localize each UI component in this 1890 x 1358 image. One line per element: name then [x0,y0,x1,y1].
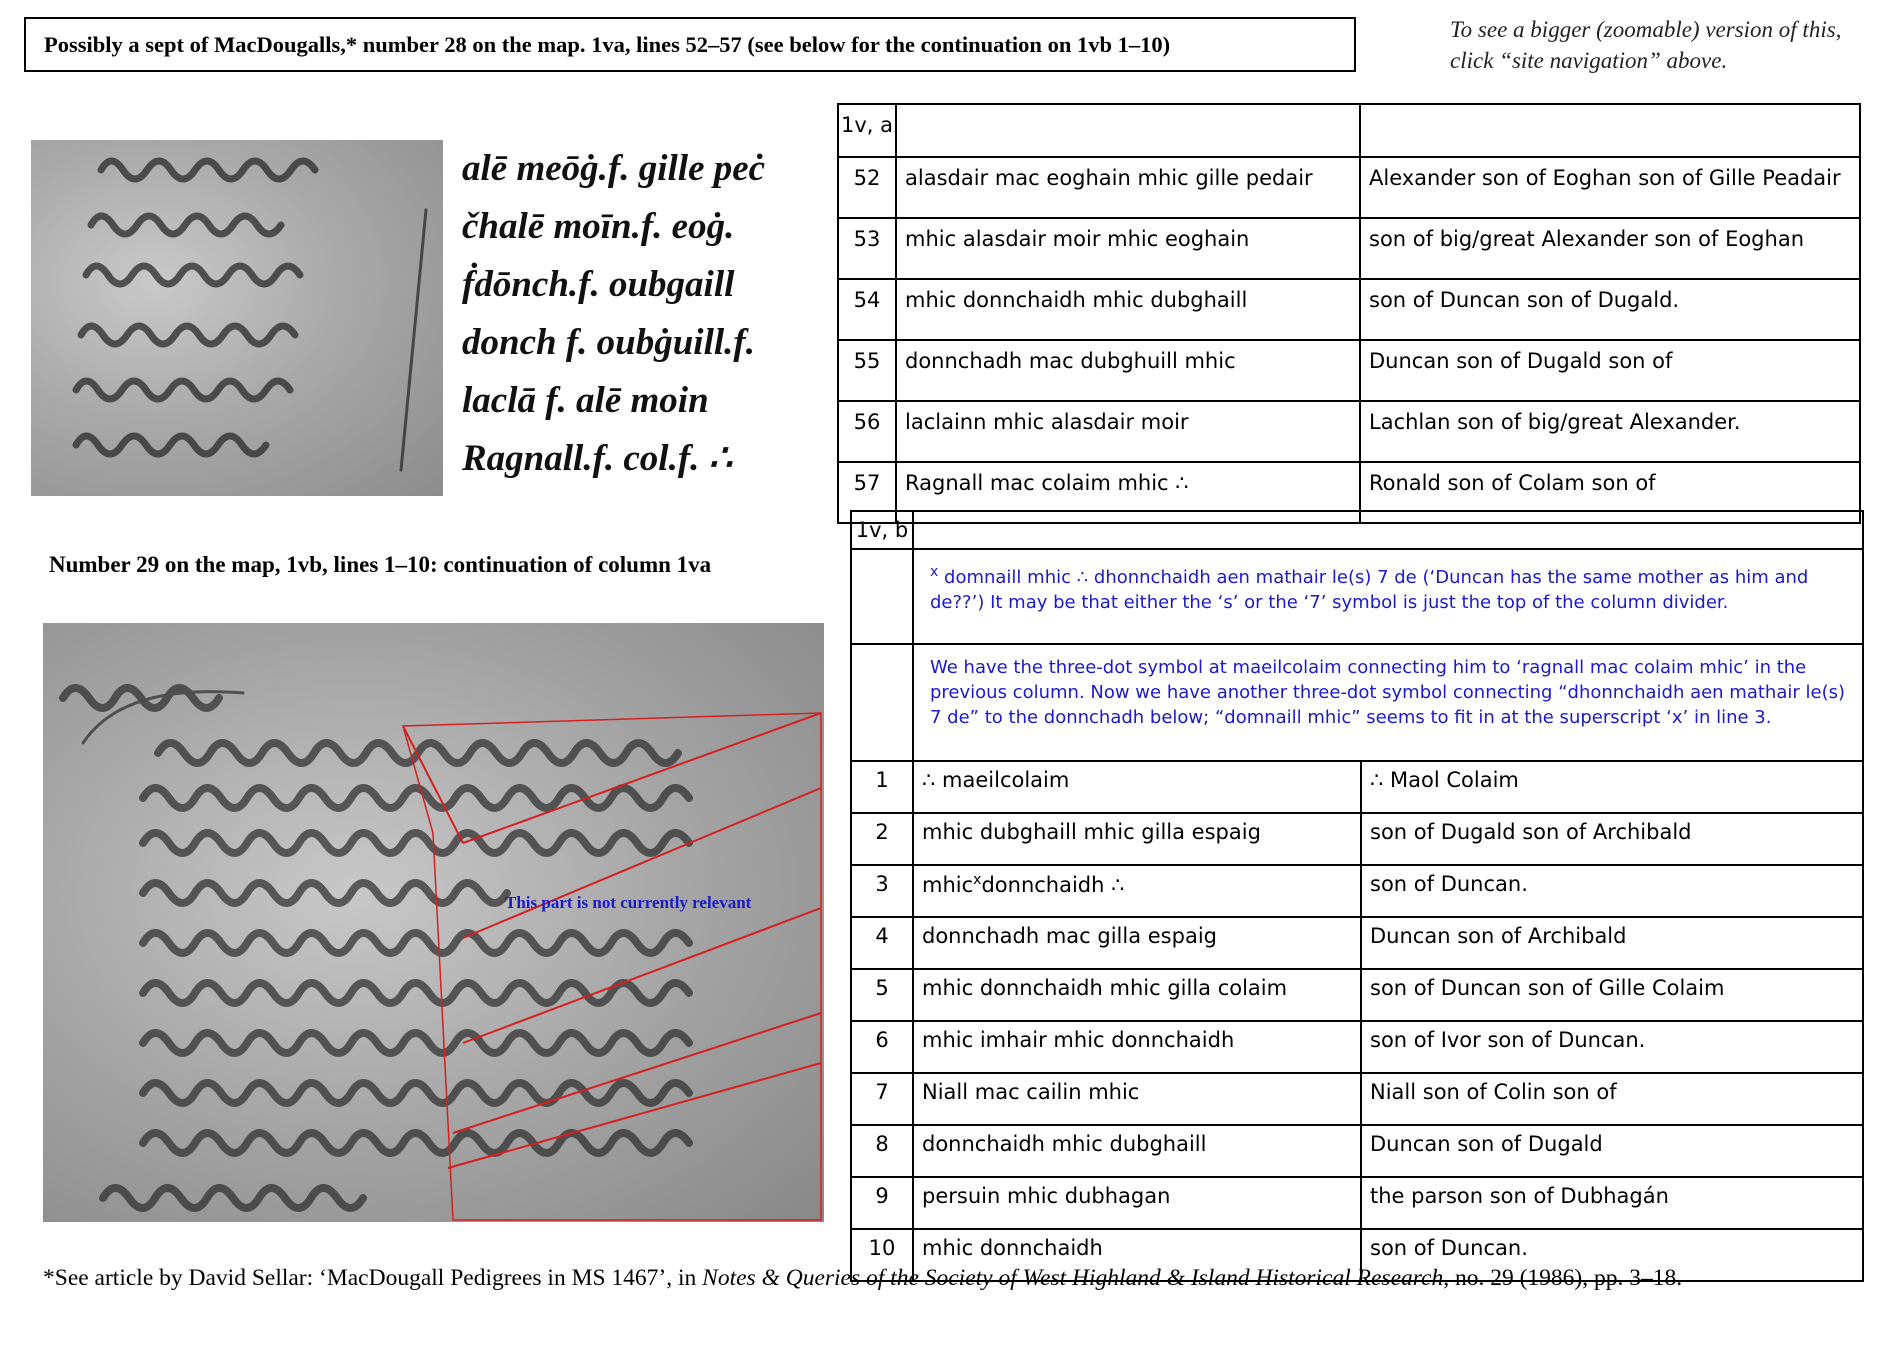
table-row [851,1177,1863,1229]
note-cell [913,549,1863,644]
note-row [851,644,1863,761]
superscript-marker: x [973,872,982,888]
english-translation: ∴ Maol Colaim [1361,761,1863,813]
section-heading-1vb: Number 29 on the map, 1vb, lines 1–10: continuation of column 1va [49,552,712,577]
manuscript-photo-strokes [31,140,443,496]
line-number: 9 [851,1177,913,1229]
table-header: 1v, a [838,104,896,157]
gaelic-suffix: donnchaidh ∴ [981,873,1125,897]
note-text: domnaill mhic ∴ dhonnchaidh aen mathair le(s) 7 de (‘Duncan has the same mother as him and de??’) It may be that either the ‘s’ or the ‘7’ symbol is just the top of the column divider. [930,567,1809,613]
table-row [851,1021,1863,1073]
gaelic-text [913,865,1361,917]
english-translation: Alexander son of Eoghan son of Gille Peadair [1360,157,1860,218]
manuscript-line: laclā f. alē moin [462,380,709,421]
header-cell [913,511,1863,549]
line-number: 3 [851,865,913,917]
english-translation: son of Duncan son of Gille Colaim [1361,969,1863,1021]
gaelic-text: ∴ maeilcolaim [913,761,1361,813]
table-header: 1v, b [851,511,913,549]
gaelic-text: alasdair mac eoghain mhic gille pedair [896,157,1360,218]
line-number: 5 [851,969,913,1021]
table-row [851,865,1863,917]
english-translation: son of big/great Alexander son of Eoghan [1360,218,1860,279]
table-header-row [851,511,1863,549]
journal-title: Notes & Queries of the Society of West Highland & Island Historical Research [702,1265,1444,1291]
table-row [851,1125,1863,1177]
english-translation: the parson son of Dubhagán [1361,1177,1863,1229]
footnote-prefix: *See article by David Sellar: ‘MacDougall Pedigrees in MS 1467’, in [43,1265,703,1291]
line-number: 1 [851,761,913,813]
line-number: 53 [838,218,896,279]
line-number: 4 [851,917,913,969]
english-translation: Lachlan son of big/great Alexander. [1360,401,1860,462]
english-translation: Duncan son of Archibald [1361,917,1863,969]
gaelic-text: Ragnall mac colaim mhic ∴ [896,462,1360,523]
gaelic-text: donnchadh mac dubghuill mhic [896,340,1360,401]
line-number: 54 [838,279,896,340]
gaelic-text: mhic donnchaidh mhic gilla colaim [913,969,1361,1021]
overlay-note: This part is not currently relevant [505,893,752,912]
table-row [838,157,1860,218]
line-number: 10 [851,1229,913,1281]
table-row [838,218,1860,279]
footnote-suffix: , no. 29 (1986), pp. 3–18. [1443,1265,1683,1291]
english-translation: Duncan son of Dugald son of [1360,340,1860,401]
line-number: 56 [838,401,896,462]
english-translation: Niall son of Colin son of [1361,1073,1863,1125]
line-number: 2 [851,813,913,865]
manuscript-line: čhalē moīn.f. eoġ. [462,206,735,247]
english-translation: son of Duncan. [1361,865,1863,917]
line-number: 7 [851,1073,913,1125]
table-header-row [838,104,1860,157]
table-row [838,279,1860,340]
gaelic-text: persuin mhic dubhagan [913,1177,1361,1229]
note-text: We have the three-dot symbol at maeilcolaim connecting him to ‘ragnall mac colaim mhic’ in the previous column. Now we have another three-dot symbol connecting “dhonnchaidh aen mathair le(s) 7 de” to the donnchadh below; “domnaill mhic” seems to fit in at the superscript ‘x’ in line 3. [913,644,1863,761]
english-translation: son of Duncan. [1361,1229,1863,1281]
gaelic-text: Niall mac cailin mhic [913,1073,1361,1125]
page-title: Possibly a sept of MacDougalls,* number 28 on the map. 1va, lines 52–57 (see below for the continuation on 1vb 1–10) [24,17,1356,72]
table-1vb [850,510,1864,1282]
navigation-hint: To see a bigger (zoomable) version of this, click “site navigation” above. [1450,17,1842,73]
manuscript-line: Ragnall.f. col.f. ∴ [462,438,733,479]
gaelic-text: donnchaidh mhic dubghaill [913,1125,1361,1177]
header-cell [1360,104,1860,157]
table-row [851,969,1863,1021]
manuscript-photo-1vb [43,623,824,1222]
manuscript-line: ḟdōnch.f. oubgaill [462,264,735,305]
manuscript-line: donch f. oubġuill.f. [462,322,755,363]
manuscript-transcription [462,140,792,496]
english-translation: Ronald son of Colam son of [1360,462,1860,523]
english-translation: son of Dugald son of Archibald [1361,813,1863,865]
table-row [851,917,1863,969]
note-number-cell [851,644,913,761]
table-row [851,761,1863,813]
gaelic-text: mhic imhair mhic donnchaidh [913,1021,1361,1073]
header-cell [896,104,1360,157]
line-number: 57 [838,462,896,523]
footnote [43,1265,1682,1292]
gaelic-text: mhic dubghaill mhic gilla espaig [913,813,1361,865]
table-row [851,813,1863,865]
line-number: 52 [838,157,896,218]
gaelic-text: donnchadh mac gilla espaig [913,917,1361,969]
gaelic-text: mhic donnchaidh mhic dubghaill [896,279,1360,340]
note-row [851,549,1863,644]
gaelic-text: laclainn mhic alasdair moir [896,401,1360,462]
table-row [838,401,1860,462]
gaelic-text: mhic alasdair moir mhic eoghain [896,218,1360,279]
manuscript-photo-1va [31,140,443,496]
english-translation: son of Ivor son of Duncan. [1361,1021,1863,1073]
english-translation: son of Duncan son of Dugald. [1360,279,1860,340]
line-number: 6 [851,1021,913,1073]
line-number: 8 [851,1125,913,1177]
table-1va [837,103,1861,524]
english-translation: Duncan son of Dugald [1361,1125,1863,1177]
manuscript-line: alē meōġ.f. gille peċ [462,148,766,189]
table-row [838,340,1860,401]
manuscript-photo-strokes [43,623,824,1222]
superscript-marker: x [930,564,939,580]
line-number: 55 [838,340,896,401]
table-row [851,1073,1863,1125]
note-number-cell [851,549,913,644]
gaelic-text: mhic donnchaidh [913,1229,1361,1281]
gaelic-prefix: mhic [922,873,974,897]
